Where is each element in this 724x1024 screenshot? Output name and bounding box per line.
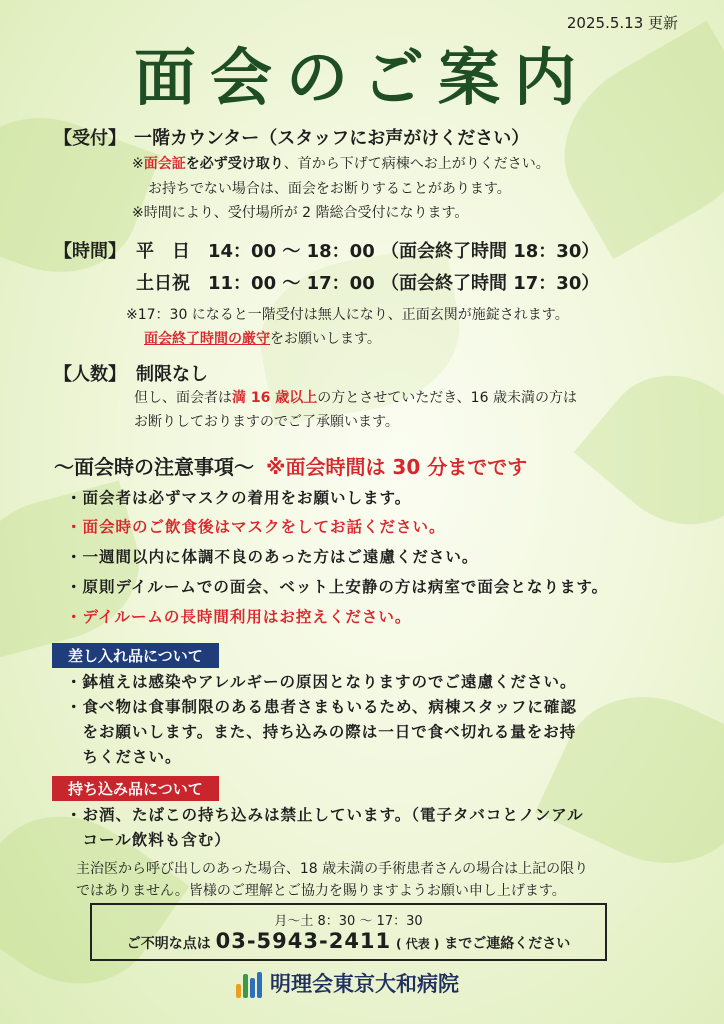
updated-date: 2025.5.13 更新 [566, 14, 678, 32]
page-title: 面会のご案内 [133, 41, 590, 114]
reception-label: 【受付】 [54, 128, 126, 149]
reception-note-1: ※面会証を必ず受け取り、首から下げて病棟へお上がりください。 [132, 156, 550, 172]
hours-weekday: 平 日 14：00 ～ 18：00 （面会終了時間 18：30） [136, 241, 600, 262]
gifts-banner: 差し入れ品について [52, 643, 219, 668]
logo-bar [243, 974, 248, 998]
hours-label: 【時間】 [54, 241, 126, 262]
contact-line: ご不明な点は 03-5943-2411 ( 代表 ) までご連絡ください [126, 929, 571, 953]
visitors-note-1: 但し、面会者は満 16 歳以上の方とさせていただき、16 歳未満の方は [134, 390, 577, 406]
precaution-item: ・原則デイルームでの面会、ベット上安静の方は病室で面会となります。 [66, 578, 609, 596]
logo-bar [257, 972, 262, 998]
precaution-item: ・面会時のご飲食後はマスクをしてお話ください。 [66, 518, 446, 536]
reception-main: 一階カウンター（スタッフにお声がけください） [134, 128, 530, 149]
hospital-logo [236, 968, 459, 998]
hospital-name: 明理会東京大和病院 [270, 972, 459, 996]
carry-in-line: コール飲料も含む） [66, 831, 231, 849]
hours-note-2: 面会終了時間の厳守をお願いします。 [144, 331, 381, 347]
precaution-item: ・デイルームの長時間利用はお控えください。 [66, 608, 412, 626]
contact-phone: 03-5943-2411 [215, 929, 392, 953]
precautions-heading: ～面会時の注意事項～ ※面会時間は 30 分までです [54, 455, 528, 479]
precaution-item: ・面会者は必ずマスクの着用をお願いします。 [66, 489, 412, 507]
closing-line-2: ではありません。皆様のご理解とご協力を賜りますようお願い申し上げます。 [76, 883, 566, 899]
gifts-line: ・食べ物は食事制限のある患者さまもいるため、病棟スタッフに確認 [66, 698, 577, 716]
visitors-main: 制限なし [136, 364, 208, 385]
reception-note-3: ※時間により、受付場所が 2 階総合受付になります。 [132, 205, 469, 221]
logo-bar [236, 984, 241, 998]
carry-in-banner: 持ち込み品について [52, 776, 219, 801]
hours-note-1: ※17：30 になると一階受付は無人になり、正面玄関が施錠されます。 [126, 307, 569, 323]
carry-in-line: ・お酒、たばこの持ち込みは禁止しています。（電子タバコとノンアル [66, 806, 584, 824]
precaution-item: ・一週間以内に体調不良のあった方はご遠慮ください。 [66, 548, 479, 566]
gifts-line: ・鉢植えは感染やアレルギーの原因となりますのでご遠慮ください。 [66, 673, 577, 691]
visitors-note-2: お断りしておりますのでご了承願います。 [134, 414, 399, 430]
gifts-line: ちください。 [66, 748, 182, 766]
contact-box [90, 903, 607, 961]
visitors-label: 【人数】 [54, 364, 126, 385]
logo-bar [250, 978, 255, 998]
gifts-line: をお願いします。また、持ち込みの際は一日で食べ切れる量をお持 [66, 723, 577, 741]
contact-hours: 月～土 8：30 ～ 17：30 [274, 914, 423, 929]
hospital-logo-icon [236, 972, 262, 998]
closing-line-1: 主治医から呼び出しのあった場合、18 歳未満の手術患者さんの場合は上記の限り [76, 861, 589, 877]
hours-weekend: 土日祝 11：00 ～ 17：00 （面会終了時間 17：30） [136, 273, 600, 294]
reception-note-2: お持ちでない場合は、面会をお断りすることがあります。 [148, 181, 511, 197]
background-leaf [574, 345, 724, 555]
